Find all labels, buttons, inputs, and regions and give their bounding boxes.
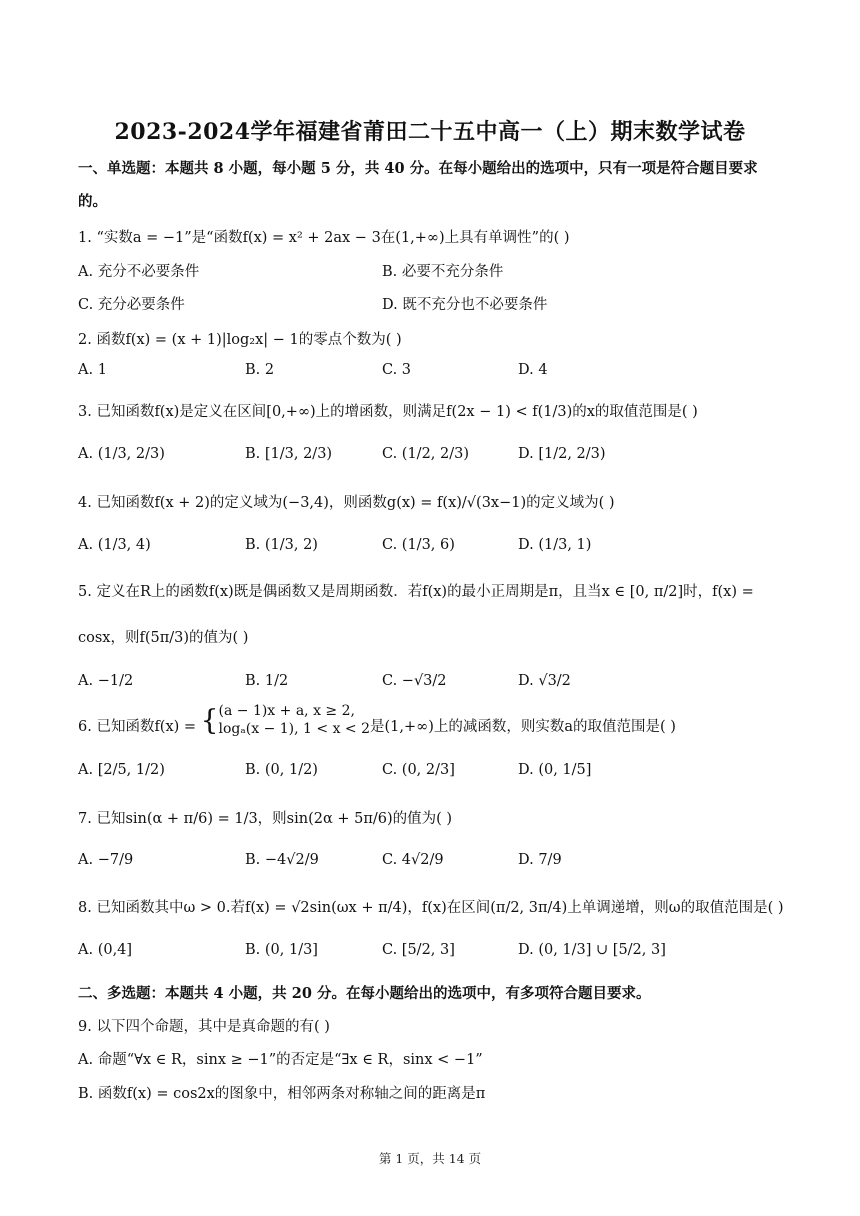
question-3-options bbox=[78, 446, 778, 466]
option-d: D. 4 bbox=[518, 362, 548, 378]
option-d: D. 7/9 bbox=[518, 852, 562, 868]
option-d: D. (0, 1/3] ∪ [5/2, 3] bbox=[518, 942, 666, 958]
option-a: A. [2/5, 1/2) bbox=[78, 762, 165, 778]
left-brace: { bbox=[200, 703, 219, 737]
option-a: A. (1/3, 2/3) bbox=[78, 446, 165, 462]
question-7-stem: 7. 已知sin(α + π/6) = 1/3，则sin(2α + 5π/6)的值为( ) bbox=[78, 811, 453, 827]
question-9-option-a: A. 命题“∀x ∈ R，sinx ≥ −1”的否定是“∃x ∈ R，sinx < −1” bbox=[78, 1052, 483, 1068]
question-5-options bbox=[78, 673, 778, 693]
option-a: A. (0,4] bbox=[78, 942, 133, 958]
option-d: D. (0, 1/5] bbox=[518, 762, 592, 778]
option-b: B. [1/3, 2/3) bbox=[245, 446, 333, 462]
option-b: B. −4√2/9 bbox=[245, 852, 319, 868]
question-7-options bbox=[78, 852, 778, 872]
question-3-stem: 3. 已知函数f(x)是定义在区间[0,+∞)上的增函数，则满足f(2x − 1) < f(1/3)的x的取值范围是( ) bbox=[78, 404, 698, 420]
question-1-options-row2 bbox=[78, 293, 778, 313]
option-a: A. 1 bbox=[78, 362, 107, 378]
option-b: B. 必要不充分条件 bbox=[382, 264, 504, 280]
question-2-stem: 2. 函数f(x) = (x + 1)|log₂x| − 1的零点个数为( ) bbox=[78, 332, 402, 348]
option-c: C. 充分必要条件 bbox=[78, 297, 185, 313]
question-5-stem-cont: cosx，则f(5π/3)的值为( ) bbox=[78, 630, 249, 646]
question-5-stem: 5. 定义在R上的函数f(x)既是偶函数又是周期函数．若f(x)的最小正周期是π，且当x ∈ [0, π/2]时，f(x) = bbox=[78, 584, 754, 600]
option-c: C. 3 bbox=[382, 362, 412, 378]
option-a: A. (1/3, 4) bbox=[78, 537, 151, 553]
option-c: C. (0, 2/3] bbox=[382, 762, 455, 778]
question-8-stem: 8. 已知函数其中ω > 0.若f(x) = √2sin(ωx + π/4)，f(x)在区间(π/2, 3π/4)上单调递增，则ω的取值范围是( ) bbox=[78, 900, 784, 916]
question-8-options bbox=[78, 942, 778, 962]
question-4-options bbox=[78, 537, 778, 557]
option-c: C. (1/3, 6) bbox=[382, 537, 455, 553]
option-c: C. −√3/2 bbox=[382, 673, 447, 689]
section2-heading: 二、多选题：本题共 4 小题，共 20 分。在每小题给出的选项中，有多项符合题目要求。 bbox=[78, 985, 651, 1002]
question-6-stem-lead: 6. 已知函数f(x) = bbox=[78, 719, 201, 735]
page-footer: 第 1 页，共 14 页 bbox=[378, 1151, 482, 1166]
option-d: D. √3/2 bbox=[518, 673, 571, 689]
question-6-stem-tail: 是(1,+∞)上的减函数，则实数a的取值范围是( ) bbox=[370, 719, 676, 735]
option-c: C. [5/2, 3] bbox=[382, 942, 455, 958]
option-b: B. (1/3, 2) bbox=[245, 537, 318, 553]
question-9-stem: 9. 以下四个命题，其中是真命题的有( ) bbox=[78, 1019, 330, 1035]
piecewise-cases bbox=[219, 702, 371, 738]
section1-heading: 一、单选题：本题共 8 小题，每小题 5 分，共 40 分。在每小题给出的选项中，只有一项是符合题目要求 bbox=[78, 160, 758, 177]
question-4-stem: 4. 已知函数f(x + 2)的定义域为(−3,4)，则函数g(x) = f(x)/√(3x−1)的定义域为( ) bbox=[78, 495, 615, 511]
piecewise-case-1: (a − 1)x + a, x ≥ 2, bbox=[218, 703, 355, 719]
option-d: D. (1/3, 1) bbox=[518, 537, 592, 553]
question-6-stem bbox=[78, 703, 778, 738]
question-1-options bbox=[78, 260, 778, 280]
option-a: A. −1/2 bbox=[78, 673, 134, 689]
option-b: B. 1/2 bbox=[245, 673, 289, 689]
question-6-options bbox=[78, 762, 778, 782]
piecewise-case-2: logₐ(x − 1), 1 < x < 2 bbox=[218, 721, 370, 737]
option-c: C. (1/2, 2/3) bbox=[382, 446, 469, 462]
question-9-option-b: B. 函数f(x) = cos2x的图象中，相邻两条对称轴之间的距离是π bbox=[78, 1086, 486, 1102]
option-a: A. 充分不必要条件 bbox=[78, 264, 200, 280]
section1-heading-cont: 的。 bbox=[78, 193, 107, 210]
piecewise-definition bbox=[201, 702, 370, 738]
option-d: D. 既不充分也不必要条件 bbox=[382, 297, 548, 313]
option-a: A. −7/9 bbox=[78, 852, 134, 868]
question-2-options bbox=[78, 362, 778, 382]
option-b: B. 2 bbox=[245, 362, 275, 378]
option-c: C. 4√2/9 bbox=[382, 852, 444, 868]
question-1-stem: 1. “实数a = −1”是“函数f(x) = x² + 2ax − 3在(1,+∞)上具有单调性”的( ) bbox=[78, 230, 570, 246]
page-title: 2023-2024学年福建省莆田二十五中高一（上）期末数学试卷 bbox=[114, 119, 746, 145]
option-d: D. [1/2, 2/3) bbox=[518, 446, 606, 462]
option-b: B. (0, 1/2) bbox=[245, 762, 318, 778]
option-b: B. (0, 1/3] bbox=[245, 942, 318, 958]
